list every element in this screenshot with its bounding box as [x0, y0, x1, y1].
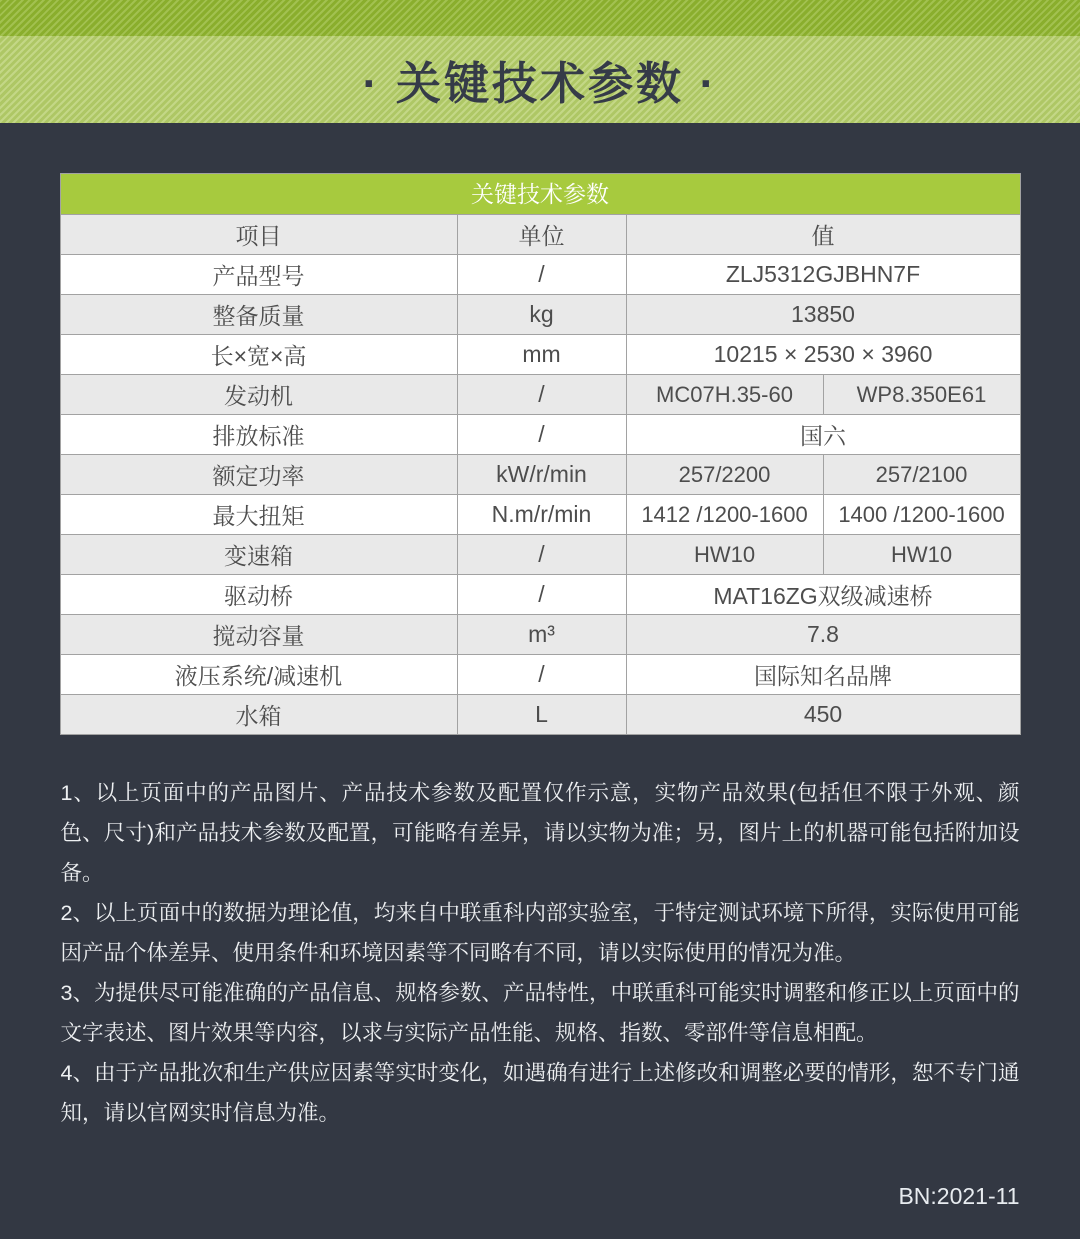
row-value-pair	[626, 375, 1020, 414]
row-unit: /	[457, 415, 626, 454]
page-title: · 关键技术参数 ·	[362, 58, 718, 109]
table-row-dimensions	[61, 334, 1020, 374]
row-value-right: 257/2100	[823, 455, 1020, 494]
note-1: 1、以上页面中的产品图片、产品技术参数及配置仅作示意，实物产品效果(包括但不限于外观、颜色、尺寸)和产品技术参数及配置，可能略有差异，请以实物为准；另，图片上的机器可能包括附加设备。	[60, 781, 1020, 885]
table-row-water-tank	[61, 694, 1020, 734]
row-value-right: HW10	[823, 535, 1020, 574]
row-item-label: 水箱	[235, 703, 282, 729]
row-value-left: 257/2200	[678, 461, 771, 487]
row-value: 7.8	[626, 615, 1020, 654]
table-row-engine	[61, 374, 1020, 414]
note-4: 4、由于产品批次和生产供应因素等实时变化，如遇确有进行上述修改和调整必要的情形，恕不专门通知，请以官网实时信息为准。	[60, 1061, 1020, 1125]
row-unit: m³	[457, 615, 626, 654]
row-unit: kg	[457, 295, 626, 334]
row-unit: /	[457, 255, 626, 294]
table-row-agitation-capacity	[61, 614, 1020, 654]
row-value: ZLJ5312GJBHN7F	[626, 255, 1020, 294]
row-item-label: 驱动桥	[224, 583, 293, 609]
row-value-left: 1412 /1200-1600	[641, 501, 808, 527]
row-item-label: 额定功率	[212, 463, 305, 489]
table-row-drive-axle	[61, 574, 1020, 614]
banner-title-band	[0, 36, 1080, 123]
row-item-label: 长×宽×高	[210, 343, 307, 369]
note-2: 2、以上页面中的数据为理论值，均来自中联重科内部实验室，于特定测试环境下所得，实际使用可能因产品个体差异、使用条件和环境因素等不同略有不同，请以实际使用的情况为准。	[60, 901, 1020, 965]
spec-table-title: 关键技术参数	[61, 174, 1020, 214]
row-item-label: 搅动容量	[212, 623, 305, 649]
row-value: 国六	[626, 415, 1020, 454]
row-unit: /	[457, 535, 626, 574]
row-value: 国际知名品牌	[626, 655, 1020, 694]
row-item-label: 整备质量	[212, 303, 305, 329]
table-column-header-row	[61, 214, 1020, 254]
row-value-left: MC07H.35-60	[656, 381, 793, 407]
row-item-label: 液压系统/减速机	[174, 663, 343, 689]
row-value-pair	[626, 455, 1020, 494]
row-unit: kW/r/min	[457, 455, 626, 494]
table-row-rated-power	[61, 454, 1020, 494]
column-header-value: 值	[626, 215, 1020, 254]
table-row-curb-weight	[61, 294, 1020, 334]
row-unit: mm	[457, 335, 626, 374]
row-value-left: HW10	[693, 541, 756, 567]
row-unit: N.m/r/min	[457, 495, 626, 534]
row-value-right: WP8.350E61	[823, 375, 1020, 414]
row-value: 10215 × 2530 × 3960	[626, 335, 1020, 374]
row-item-label: 发动机	[224, 383, 293, 409]
row-value: 13850	[626, 295, 1020, 334]
table-row-product-model	[61, 254, 1020, 294]
disclaimer-notes	[61, 773, 1020, 1133]
note-3: 3、为提供尽可能准确的产品信息、规格参数、产品特性，中联重科可能实时调整和修正以上页面中的文字表述、图片效果等内容，以求与实际产品性能、规格、指数、零部件等信息相配。	[60, 981, 1020, 1045]
row-item-label: 产品型号	[212, 263, 305, 289]
row-value: MAT16ZG双级减速桥	[626, 575, 1020, 614]
banner-top-stripe	[0, 0, 1080, 36]
column-header-item: 项目	[235, 223, 282, 249]
row-value-pair	[626, 495, 1020, 534]
row-unit: /	[457, 655, 626, 694]
row-unit: /	[457, 575, 626, 614]
table-row-emission-standard	[61, 414, 1020, 454]
row-item-label: 排放标准	[212, 423, 305, 449]
column-header-unit: 单位	[457, 215, 626, 254]
spec-table	[60, 173, 1021, 735]
row-value-pair	[626, 535, 1020, 574]
table-row-gearbox	[61, 534, 1020, 574]
row-unit: /	[457, 375, 626, 414]
table-row-max-torque	[61, 494, 1020, 534]
banner	[0, 0, 1080, 123]
batch-number: BN:2021-11	[898, 1183, 1020, 1209]
row-value-right: 1400 /1200-1600	[823, 495, 1020, 534]
row-unit: L	[457, 695, 626, 734]
row-item-label: 最大扭矩	[212, 503, 305, 529]
row-item-label: 变速箱	[224, 543, 293, 569]
row-value: 450	[626, 695, 1020, 734]
table-row-hydraulic-system	[61, 654, 1020, 694]
